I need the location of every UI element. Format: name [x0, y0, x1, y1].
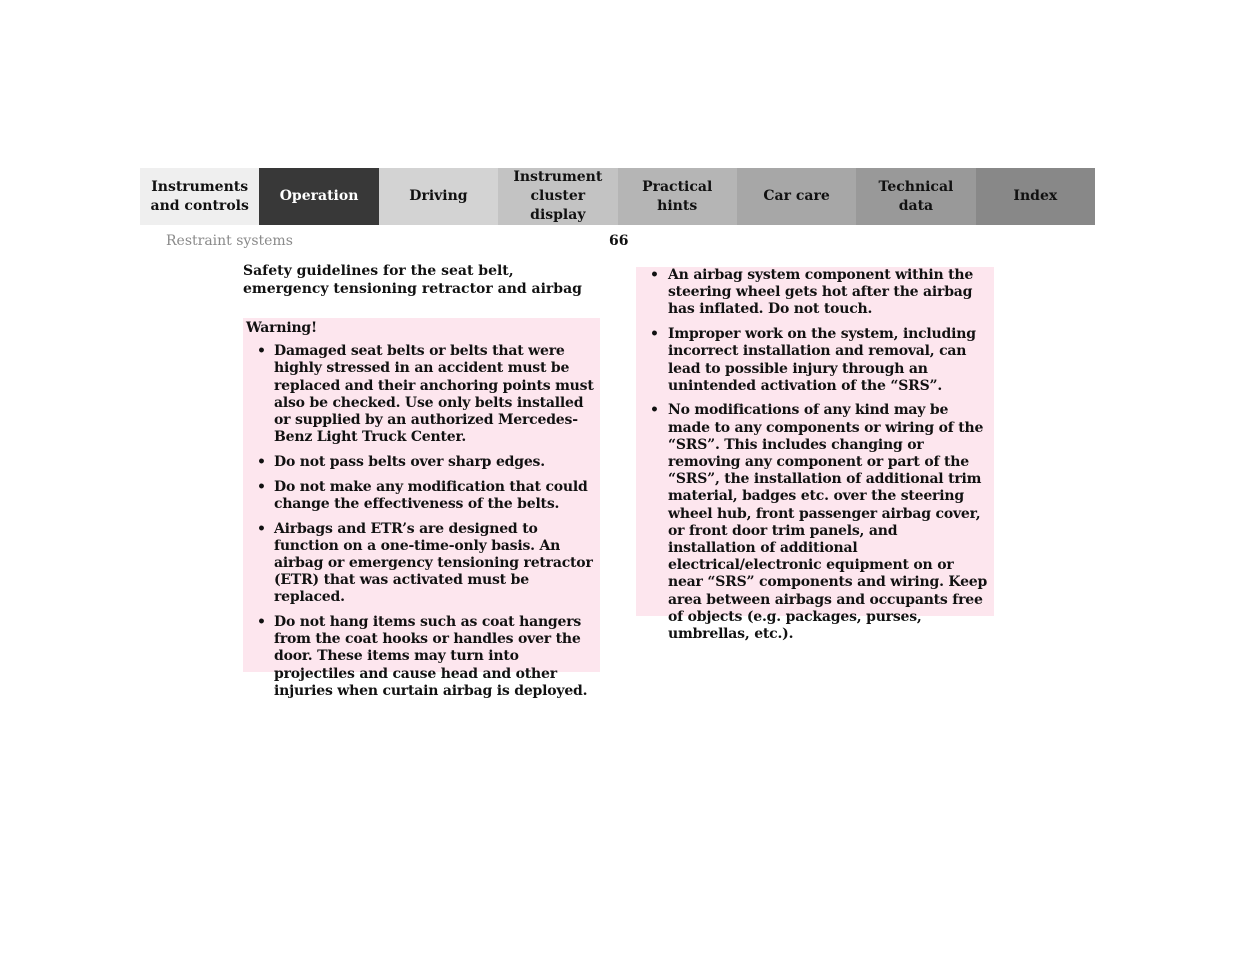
bullet-icon: • — [650, 326, 659, 343]
list-item-text: Do not pass belts over sharp edges. — [274, 453, 545, 470]
tab-index[interactable]: Index — [976, 168, 1095, 225]
list-item — [246, 479, 594, 513]
section-title: Safety guidelines for the seat belt, emergency tensioning retractor and airbag — [243, 263, 582, 297]
bullet-icon: • — [257, 614, 266, 631]
list-item-text: Do not hang items such as coat hangers from the coat hooks or handles over the door. These items may turn into projectiles and cause head and other injuries when curtain airbag is deployed. — [274, 614, 588, 699]
warning-heading: Warning! — [246, 320, 317, 336]
section-header: Restraint systems — [166, 233, 293, 249]
tab-practical-hints[interactable]: Practical hints — [618, 168, 737, 225]
bullet-icon: • — [257, 478, 266, 495]
list-item — [246, 614, 594, 700]
list-item-text: Do not make any modification that could change the effectiveness of the belts. — [274, 478, 588, 512]
tab-car-care[interactable]: Car care — [737, 168, 856, 225]
tab-technical-data[interactable]: Technical data — [856, 168, 975, 225]
warning-box-left — [243, 318, 600, 699]
list-item — [246, 521, 594, 607]
list-item-text: An airbag system component within the steering wheel gets hot after the airbag has inflated. Do not touch. — [668, 267, 974, 318]
bullet-icon: • — [650, 267, 659, 283]
tab-driving[interactable]: Driving — [379, 168, 498, 225]
warning-list-right — [642, 267, 988, 643]
list-item — [642, 402, 988, 643]
warning-box-right — [636, 267, 994, 643]
list-item — [246, 343, 594, 446]
bullet-icon: • — [257, 520, 266, 537]
list-item-text: Improper work on the system, including incorrect installation and removal, can lead to possible injury through an unintended activation of the “SRS”. — [668, 326, 976, 394]
bullet-icon: • — [650, 402, 659, 419]
list-item — [246, 454, 594, 471]
bullet-icon: • — [257, 343, 266, 360]
tab-operation[interactable]: Operation — [259, 168, 378, 225]
warning-list-left — [246, 343, 594, 700]
tab-instrument-cluster-display[interactable]: Instrument cluster display — [498, 168, 617, 225]
list-item — [642, 326, 988, 395]
list-item — [642, 267, 988, 319]
list-item-text: Damaged seat belts or belts that were highly stressed in an accident must be replaced and their anchoring points must also be checked. Use only belts installed or supplied by an authorized Mercedes-Benz Light Truck Center. — [274, 343, 594, 446]
list-item-text: No modifications of any kind may be made to any components or wiring of the “SRS”. This includes changing or removing any component or part of the “SRS”, the installation of additional trim material, badges etc. over the steering wheel hub, front passenger airbag cover, or front door trim panels, and installation of additional electrical/electronic equipment on or near “SRS” components and wiring. Keep area between airbags and occupants free of objects (e.g. packages, purses, umbrellas, etc.). — [668, 402, 988, 643]
page-number: 66 — [609, 233, 629, 249]
list-item-text: Airbags and ETR’s are designed to function on a one-time-only basis. An airbag or emergency tensioning retractor (ETR) that was activated must be replaced. — [274, 520, 593, 606]
chapter-navigation — [140, 168, 1095, 225]
bullet-icon: • — [257, 453, 266, 470]
tab-instruments-and-controls[interactable]: Instruments and controls — [140, 168, 259, 225]
